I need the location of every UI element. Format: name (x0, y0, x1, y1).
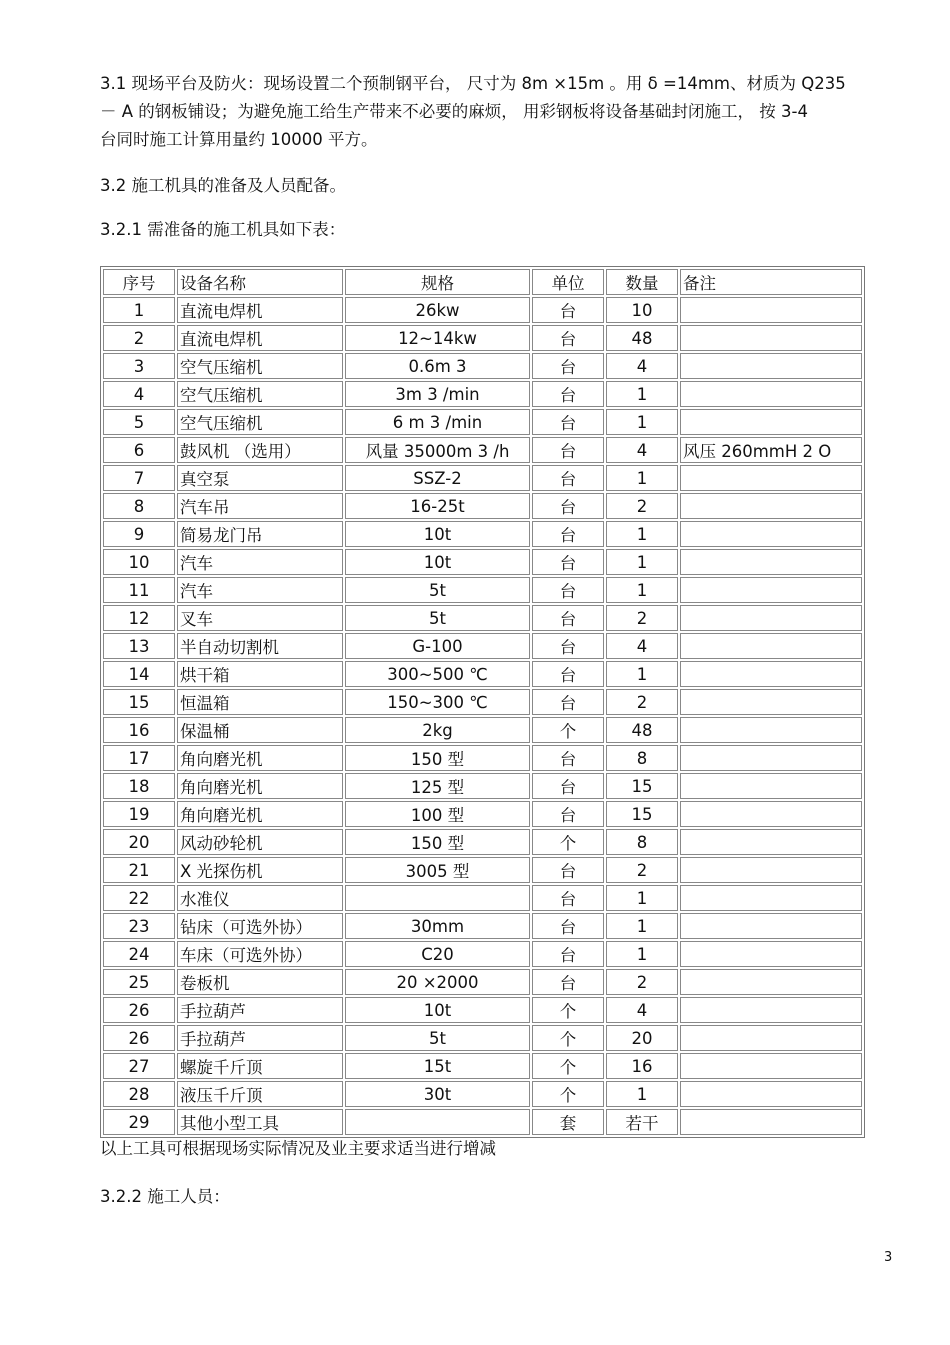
cell-equipment-name: 钻床（可选外协） (177, 913, 343, 939)
header-index: 序号 (103, 269, 175, 295)
cell-unit: 台 (532, 297, 604, 323)
cell-specification: 16-25t (345, 493, 530, 519)
section-3-1-paragraph (100, 70, 900, 154)
table-row (103, 493, 862, 519)
cell-specification: 15t (345, 1053, 530, 1079)
cell-index: 22 (103, 885, 175, 911)
table-row (103, 801, 862, 827)
cell-specification: 2kg (345, 717, 530, 743)
cell-quantity: 8 (606, 745, 678, 771)
cell-quantity: 1 (606, 521, 678, 547)
cell-index: 9 (103, 521, 175, 547)
cell-index: 17 (103, 745, 175, 771)
cell-index: 24 (103, 941, 175, 967)
table-row (103, 521, 862, 547)
cell-index: 10 (103, 549, 175, 575)
cell-equipment-name: 汽车吊 (177, 493, 343, 519)
cell-index: 12 (103, 605, 175, 631)
cell-index: 27 (103, 1053, 175, 1079)
cell-equipment-name: 空气压缩机 (177, 353, 343, 379)
cell-equipment-name: 螺旋千斤顶 (177, 1053, 343, 1079)
cell-index: 13 (103, 633, 175, 659)
table-row (103, 353, 862, 379)
table-row (103, 1109, 862, 1135)
cell-specification: 30mm (345, 913, 530, 939)
cell-remarks (680, 381, 862, 407)
cell-index: 8 (103, 493, 175, 519)
cell-quantity: 1 (606, 409, 678, 435)
cell-unit: 台 (532, 325, 604, 351)
cell-unit: 台 (532, 577, 604, 603)
table-row (103, 437, 862, 463)
cell-quantity: 48 (606, 325, 678, 351)
cell-index: 1 (103, 297, 175, 323)
cell-equipment-name: 叉车 (177, 605, 343, 631)
cell-index: 21 (103, 857, 175, 883)
cell-index: 4 (103, 381, 175, 407)
table-row (103, 885, 862, 911)
cell-specification: 125 型 (345, 773, 530, 799)
cell-specification: 30t (345, 1081, 530, 1107)
cell-unit: 台 (532, 969, 604, 995)
cell-quantity: 4 (606, 353, 678, 379)
cell-specification: 5t (345, 1025, 530, 1051)
cell-quantity: 20 (606, 1025, 678, 1051)
cell-unit: 套 (532, 1109, 604, 1135)
cell-quantity: 1 (606, 465, 678, 491)
cell-quantity: 1 (606, 381, 678, 407)
cell-specification (345, 1109, 530, 1135)
cell-remarks (680, 577, 862, 603)
cell-remarks (680, 913, 862, 939)
cell-remarks (680, 1081, 862, 1107)
cell-specification: 100 型 (345, 801, 530, 827)
cell-equipment-name: 手拉葫芦 (177, 997, 343, 1023)
cell-unit: 个 (532, 1081, 604, 1107)
cell-index: 6 (103, 437, 175, 463)
cell-remarks (680, 745, 862, 771)
cell-unit: 台 (532, 913, 604, 939)
cell-equipment-name: 车床（可选外协） (177, 941, 343, 967)
cell-equipment-name: 汽车 (177, 549, 343, 575)
cell-specification: 150 型 (345, 745, 530, 771)
cell-remarks (680, 409, 862, 435)
cell-remarks (680, 661, 862, 687)
header-unit: 单位 (532, 269, 604, 295)
cell-index: 11 (103, 577, 175, 603)
cell-remarks (680, 1109, 862, 1135)
table-row (103, 297, 862, 323)
table-row (103, 1053, 862, 1079)
cell-unit: 个 (532, 717, 604, 743)
cell-equipment-name: 恒温箱 (177, 689, 343, 715)
cell-specification: 150 型 (345, 829, 530, 855)
cell-unit: 台 (532, 353, 604, 379)
cell-equipment-name: 直流电焊机 (177, 325, 343, 351)
cell-unit: 台 (532, 521, 604, 547)
adjustment-note: 以上工具可根据现场实际情况及业主要求适当进行增减 (100, 1139, 496, 1158)
cell-equipment-name: 鼓风机 （选用） (177, 437, 343, 463)
cell-index: 14 (103, 661, 175, 687)
cell-specification: 风量 35000m 3 /h (345, 437, 530, 463)
cell-remarks (680, 997, 862, 1023)
cell-remarks (680, 829, 862, 855)
cell-unit: 台 (532, 857, 604, 883)
equipment-table (100, 266, 865, 1138)
cell-remarks (680, 493, 862, 519)
cell-remarks (680, 633, 862, 659)
cell-quantity: 2 (606, 857, 678, 883)
cell-unit: 台 (532, 409, 604, 435)
cell-index: 28 (103, 1081, 175, 1107)
table-row (103, 549, 862, 575)
table-row (103, 745, 862, 771)
cell-quantity: 1 (606, 661, 678, 687)
cell-index: 29 (103, 1109, 175, 1135)
cell-unit: 个 (532, 1053, 604, 1079)
cell-unit: 台 (532, 661, 604, 687)
cell-remarks (680, 689, 862, 715)
cell-unit: 台 (532, 745, 604, 771)
cell-equipment-name: 汽车 (177, 577, 343, 603)
cell-equipment-name: 半自动切割机 (177, 633, 343, 659)
cell-quantity: 2 (606, 493, 678, 519)
table-row (103, 717, 862, 743)
header-quantity: 数量 (606, 269, 678, 295)
cell-equipment-name: 角向磨光机 (177, 801, 343, 827)
table-header-row (103, 269, 862, 295)
cell-quantity: 1 (606, 577, 678, 603)
cell-quantity: 1 (606, 549, 678, 575)
cell-remarks (680, 773, 862, 799)
cell-specification (345, 885, 530, 911)
cell-remarks (680, 297, 862, 323)
cell-quantity: 若干 (606, 1109, 678, 1135)
cell-unit: 台 (532, 549, 604, 575)
table-row (103, 409, 862, 435)
cell-index: 18 (103, 773, 175, 799)
cell-quantity: 2 (606, 689, 678, 715)
table-row (103, 1025, 862, 1051)
cell-quantity: 4 (606, 437, 678, 463)
cell-quantity: 8 (606, 829, 678, 855)
cell-specification: G-100 (345, 633, 530, 659)
cell-remarks (680, 885, 862, 911)
cell-equipment-name: 直流电焊机 (177, 297, 343, 323)
cell-equipment-name: 烘干箱 (177, 661, 343, 687)
cell-equipment-name: 保温桶 (177, 717, 343, 743)
cell-unit: 台 (532, 633, 604, 659)
cell-index: 23 (103, 913, 175, 939)
cell-index: 2 (103, 325, 175, 351)
cell-equipment-name: 简易龙门吊 (177, 521, 343, 547)
cell-unit: 个 (532, 1025, 604, 1051)
cell-specification: 20 ×2000 (345, 969, 530, 995)
cell-index: 26 (103, 997, 175, 1023)
table-row (103, 1081, 862, 1107)
cell-equipment-name: 空气压缩机 (177, 381, 343, 407)
cell-quantity: 1 (606, 913, 678, 939)
cell-unit: 台 (532, 689, 604, 715)
cell-unit: 台 (532, 381, 604, 407)
header-remarks: 备注 (680, 269, 862, 295)
table-row (103, 969, 862, 995)
cell-unit: 台 (532, 941, 604, 967)
cell-specification: 6 m 3 /min (345, 409, 530, 435)
header-equipment-name: 设备名称 (177, 269, 343, 295)
cell-quantity: 4 (606, 633, 678, 659)
table-row (103, 857, 862, 883)
cell-unit: 个 (532, 829, 604, 855)
cell-specification: 12~14kw (345, 325, 530, 351)
table-row (103, 689, 862, 715)
cell-index: 15 (103, 689, 175, 715)
table-row (103, 325, 862, 351)
table-row (103, 577, 862, 603)
cell-specification: 10t (345, 997, 530, 1023)
cell-index: 16 (103, 717, 175, 743)
cell-equipment-name: 水准仪 (177, 885, 343, 911)
table-row (103, 913, 862, 939)
cell-specification: C20 (345, 941, 530, 967)
cell-remarks (680, 1053, 862, 1079)
section-3-2-2-heading: 3.2.2 施工人员： (100, 1187, 230, 1206)
cell-equipment-name: 真空泵 (177, 465, 343, 491)
cell-index: 26 (103, 1025, 175, 1051)
cell-specification: SSZ-2 (345, 465, 530, 491)
cell-index: 7 (103, 465, 175, 491)
cell-equipment-name: X 光探伤机 (177, 857, 343, 883)
cell-index: 20 (103, 829, 175, 855)
cell-remarks (680, 605, 862, 631)
table-row (103, 661, 862, 687)
section-3-2-heading: 3.2 施工机具的准备及人员配备。 (100, 176, 346, 195)
cell-unit: 台 (532, 437, 604, 463)
cell-quantity: 10 (606, 297, 678, 323)
cell-unit: 台 (532, 801, 604, 827)
cell-index: 19 (103, 801, 175, 827)
cell-quantity: 2 (606, 969, 678, 995)
cell-quantity: 1 (606, 885, 678, 911)
cell-remarks (680, 1025, 862, 1051)
cell-quantity: 15 (606, 801, 678, 827)
cell-remarks (680, 717, 862, 743)
page-number: 3 (884, 1250, 893, 1265)
table-body (103, 297, 862, 1135)
section-3-2-1-heading: 3.2.1 需准备的施工机具如下表： (100, 220, 346, 239)
table-row (103, 941, 862, 967)
table-row (103, 465, 862, 491)
section-3-1-line-2: － A 的钢板铺设；为避免施工给生产带来不必要的麻烦， 用彩钢板将设备基础封闭施工， 按 3-4 (100, 102, 808, 121)
cell-specification: 0.6m 3 (345, 353, 530, 379)
cell-equipment-name: 空气压缩机 (177, 409, 343, 435)
cell-quantity: 4 (606, 997, 678, 1023)
cell-quantity: 15 (606, 773, 678, 799)
cell-equipment-name: 风动砂轮机 (177, 829, 343, 855)
cell-index: 5 (103, 409, 175, 435)
cell-specification: 5t (345, 605, 530, 631)
cell-remarks: 风压 260mmH 2 O (680, 437, 862, 463)
section-3-1-line-3: 台同时施工计算用量约 10000 平方。 (100, 130, 378, 149)
section-3-1-line-1: 3.1 现场平台及防火：现场设置二个预制钢平台， 尺寸为 8m ×15m 。用 δ =14mm、材质为 Q235 (100, 74, 846, 93)
cell-specification: 10t (345, 521, 530, 547)
cell-equipment-name: 角向磨光机 (177, 745, 343, 771)
cell-unit: 台 (532, 605, 604, 631)
cell-quantity: 1 (606, 1081, 678, 1107)
cell-specification: 5t (345, 577, 530, 603)
cell-remarks (680, 969, 862, 995)
cell-equipment-name: 手拉葫芦 (177, 1025, 343, 1051)
table-row (103, 829, 862, 855)
cell-remarks (680, 857, 862, 883)
cell-specification: 3m 3 /min (345, 381, 530, 407)
table-row (103, 997, 862, 1023)
cell-remarks (680, 465, 862, 491)
cell-quantity: 16 (606, 1053, 678, 1079)
cell-quantity: 2 (606, 605, 678, 631)
cell-unit: 台 (532, 773, 604, 799)
cell-equipment-name: 卷板机 (177, 969, 343, 995)
cell-quantity: 1 (606, 941, 678, 967)
cell-index: 25 (103, 969, 175, 995)
cell-quantity: 48 (606, 717, 678, 743)
cell-remarks (680, 353, 862, 379)
table-row (103, 633, 862, 659)
cell-remarks (680, 325, 862, 351)
cell-specification: 150~300 ℃ (345, 689, 530, 715)
cell-unit: 台 (532, 465, 604, 491)
cell-remarks (680, 521, 862, 547)
cell-unit: 台 (532, 493, 604, 519)
cell-unit: 个 (532, 997, 604, 1023)
cell-equipment-name: 液压千斤顶 (177, 1081, 343, 1107)
cell-equipment-name: 角向磨光机 (177, 773, 343, 799)
cell-unit: 台 (532, 885, 604, 911)
header-specification: 规格 (345, 269, 530, 295)
table-row (103, 605, 862, 631)
table-row (103, 773, 862, 799)
cell-remarks (680, 941, 862, 967)
cell-equipment-name: 其他小型工具 (177, 1109, 343, 1135)
cell-remarks (680, 801, 862, 827)
table-row (103, 381, 862, 407)
cell-remarks (680, 549, 862, 575)
cell-specification: 300~500 ℃ (345, 661, 530, 687)
cell-specification: 3005 型 (345, 857, 530, 883)
cell-index: 3 (103, 353, 175, 379)
cell-specification: 26kw (345, 297, 530, 323)
cell-specification: 10t (345, 549, 530, 575)
